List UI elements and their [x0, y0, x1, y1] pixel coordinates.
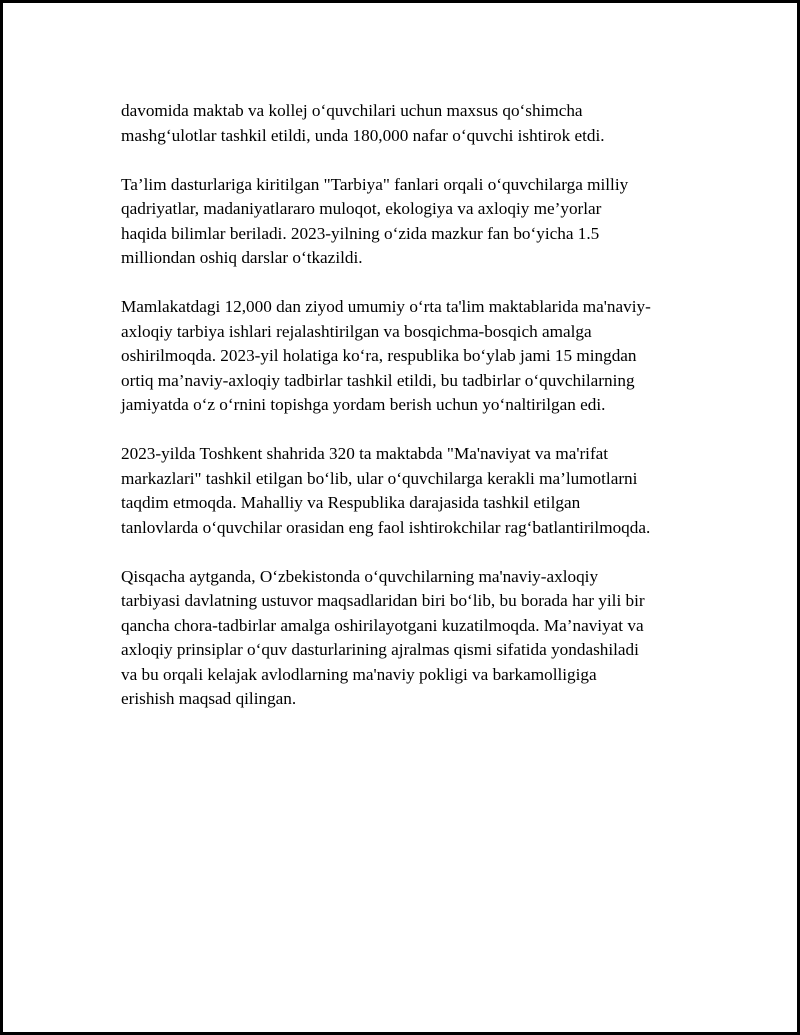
text-line: milliondan oshiq darslar o‘tkazildi.: [121, 248, 363, 267]
text-line: axloqiy prinsiplar o‘quv dasturlarining ajralmas qismi sifatida yondashiladi: [121, 640, 639, 659]
text-line: tarbiyasi davlatning ustuvor maqsadlaridan biri bo‘lib, bu borada har yili bir: [121, 591, 645, 610]
text-line: va bu orqali kelajak avlodlarning ma'naviy pokligi va barkamolligiga: [121, 664, 597, 684]
text-line: jamiyatda o‘z o‘rnini topishga yordam berish uchun yo‘naltirilgan edi.: [121, 395, 606, 414]
text-line: Ta’lim dasturlariga kiritilgan "Tarbiya" fanlari orqali o‘quvchilarga milliy: [121, 174, 629, 194]
paragraph-5: [121, 565, 701, 712]
text-line: Mamlakatdagi 12,000 dan ziyod umumiy o‘rta ta'lim maktablarida ma'naviy-: [121, 297, 651, 316]
paragraph-3: [121, 295, 701, 418]
text-line: qancha chora-tadbirlar amalga oshirilayotgani kuzatilmoqda. Ma’naviyat va: [121, 615, 644, 635]
text-line: taqdim etmoqda. Mahalliy va Respublika darajasida tashkil etilgan: [121, 493, 581, 512]
paragraph-2: [121, 173, 701, 271]
text-line: oshirilmoqda. 2023-yil holatiga ko‘ra, respublika bo‘ylab jami 15 mingdan: [121, 346, 637, 365]
text-line: axloqiy tarbiya ishlari rejalashtirilgan va bosqichma-bosqich amalga: [121, 321, 592, 341]
paragraph-4: [121, 442, 701, 540]
text-line: 2023-yilda Toshkent shahrida 320 ta maktabda "Ma'naviyat va ma'rifat: [121, 444, 609, 463]
text-line: erishish maqsad qilingan.: [121, 689, 297, 708]
text-line: haqida bilimlar beriladi. 2023-yilning o‘zida mazkur fan bo‘yicha 1.5: [121, 223, 600, 243]
text-line: qadriyatlar, madaniyatlararo muloqot, ekologiya va axloqiy me’yorlar: [121, 199, 602, 218]
text-line: davomida maktab va kollej o‘quvchilari uchun maxsus qo‘shimcha: [121, 101, 583, 120]
text-line: tanlovlarda o‘quvchilar orasidan eng faol ishtirokchilar rag‘batlantirilmoqda.: [121, 517, 651, 537]
text-line: ortiq ma’naviy-axloqiy tadbirlar tashkil etildi, bu tadbirlar o‘quvchilarning: [121, 370, 635, 390]
document-body: [121, 99, 701, 712]
text-line: markazlari" tashkil etilgan bo‘lib, ular o‘quvchilarga kerakli ma’lumotlarni: [121, 468, 638, 488]
text-line: mashg‘ulotlar tashkil etildi, unda 180,000 nafar o‘quvchi ishtirok etdi.: [121, 125, 605, 145]
text-line: Qisqacha aytganda, O‘zbekistonda o‘quvchilarning ma'naviy-axloqiy: [121, 566, 599, 586]
paragraph-1: [121, 99, 701, 148]
